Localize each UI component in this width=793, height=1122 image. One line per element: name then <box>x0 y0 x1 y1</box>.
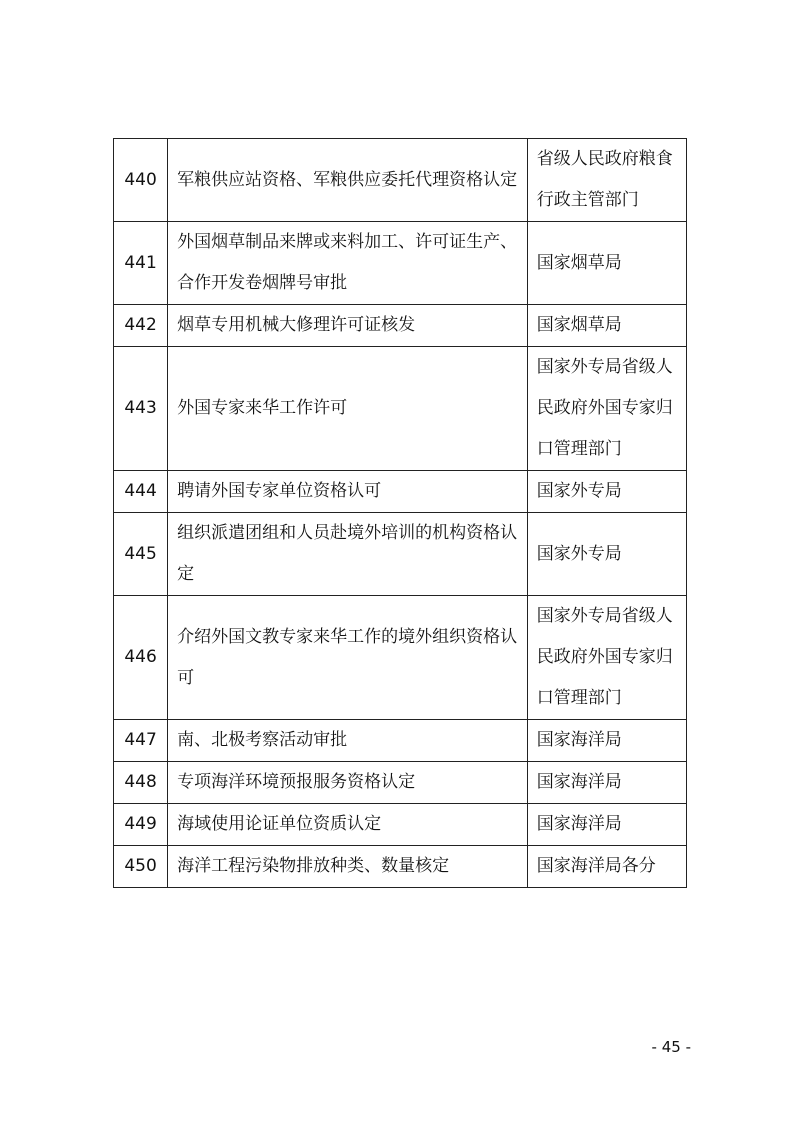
table-row <box>114 347 687 471</box>
department: 国家烟草局 <box>527 222 686 305</box>
department: 国家海洋局 <box>527 762 686 804</box>
item-name: 南、北极考察活动审批 <box>168 720 528 762</box>
item-name: 海域使用论证单位资质认定 <box>168 804 528 846</box>
row-number: 446 <box>114 596 168 720</box>
row-number: 445 <box>114 513 168 596</box>
row-number: 444 <box>114 471 168 513</box>
item-name: 组织派遣团组和人员赴境外培训的机构资格认定 <box>168 513 528 596</box>
table-row <box>114 804 687 846</box>
table-row <box>114 513 687 596</box>
table-row <box>114 139 687 222</box>
table-row <box>114 762 687 804</box>
item-name: 专项海洋环境预报服务资格认定 <box>168 762 528 804</box>
item-name: 烟草专用机械大修理许可证核发 <box>168 305 528 347</box>
item-name: 外国烟草制品来牌或来料加工、许可证生产、合作开发卷烟牌号审批 <box>168 222 528 305</box>
table-row <box>114 305 687 347</box>
item-name: 介绍外国文教专家来华工作的境外组织资格认可 <box>168 596 528 720</box>
department: 省级人民政府粮食行政主管部门 <box>527 139 686 222</box>
department: 国家烟草局 <box>527 305 686 347</box>
table-row <box>114 596 687 720</box>
item-name: 海洋工程污染物排放种类、数量核定 <box>168 846 528 888</box>
row-number: 450 <box>114 846 168 888</box>
department: 国家海洋局 <box>527 804 686 846</box>
department: 国家海洋局各分 <box>527 846 686 888</box>
item-name: 军粮供应站资格、军粮供应委托代理资格认定 <box>168 139 528 222</box>
department: 国家外专局 <box>527 471 686 513</box>
row-number: 442 <box>114 305 168 347</box>
table-row <box>114 222 687 305</box>
row-number: 441 <box>114 222 168 305</box>
department: 国家外专局省级人民政府外国专家归口管理部门 <box>527 347 686 471</box>
table-row <box>114 720 687 762</box>
item-name: 外国专家来华工作许可 <box>168 347 528 471</box>
department: 国家外专局 <box>527 513 686 596</box>
table-row <box>114 471 687 513</box>
row-number: 449 <box>114 804 168 846</box>
row-number: 440 <box>114 139 168 222</box>
page-number: - 45 - <box>651 1038 691 1056</box>
approval-items-table <box>113 138 687 888</box>
row-number: 443 <box>114 347 168 471</box>
department: 国家外专局省级人民政府外国专家归口管理部门 <box>527 596 686 720</box>
row-number: 448 <box>114 762 168 804</box>
row-number: 447 <box>114 720 168 762</box>
item-name: 聘请外国专家单位资格认可 <box>168 471 528 513</box>
department: 国家海洋局 <box>527 720 686 762</box>
table-row <box>114 846 687 888</box>
